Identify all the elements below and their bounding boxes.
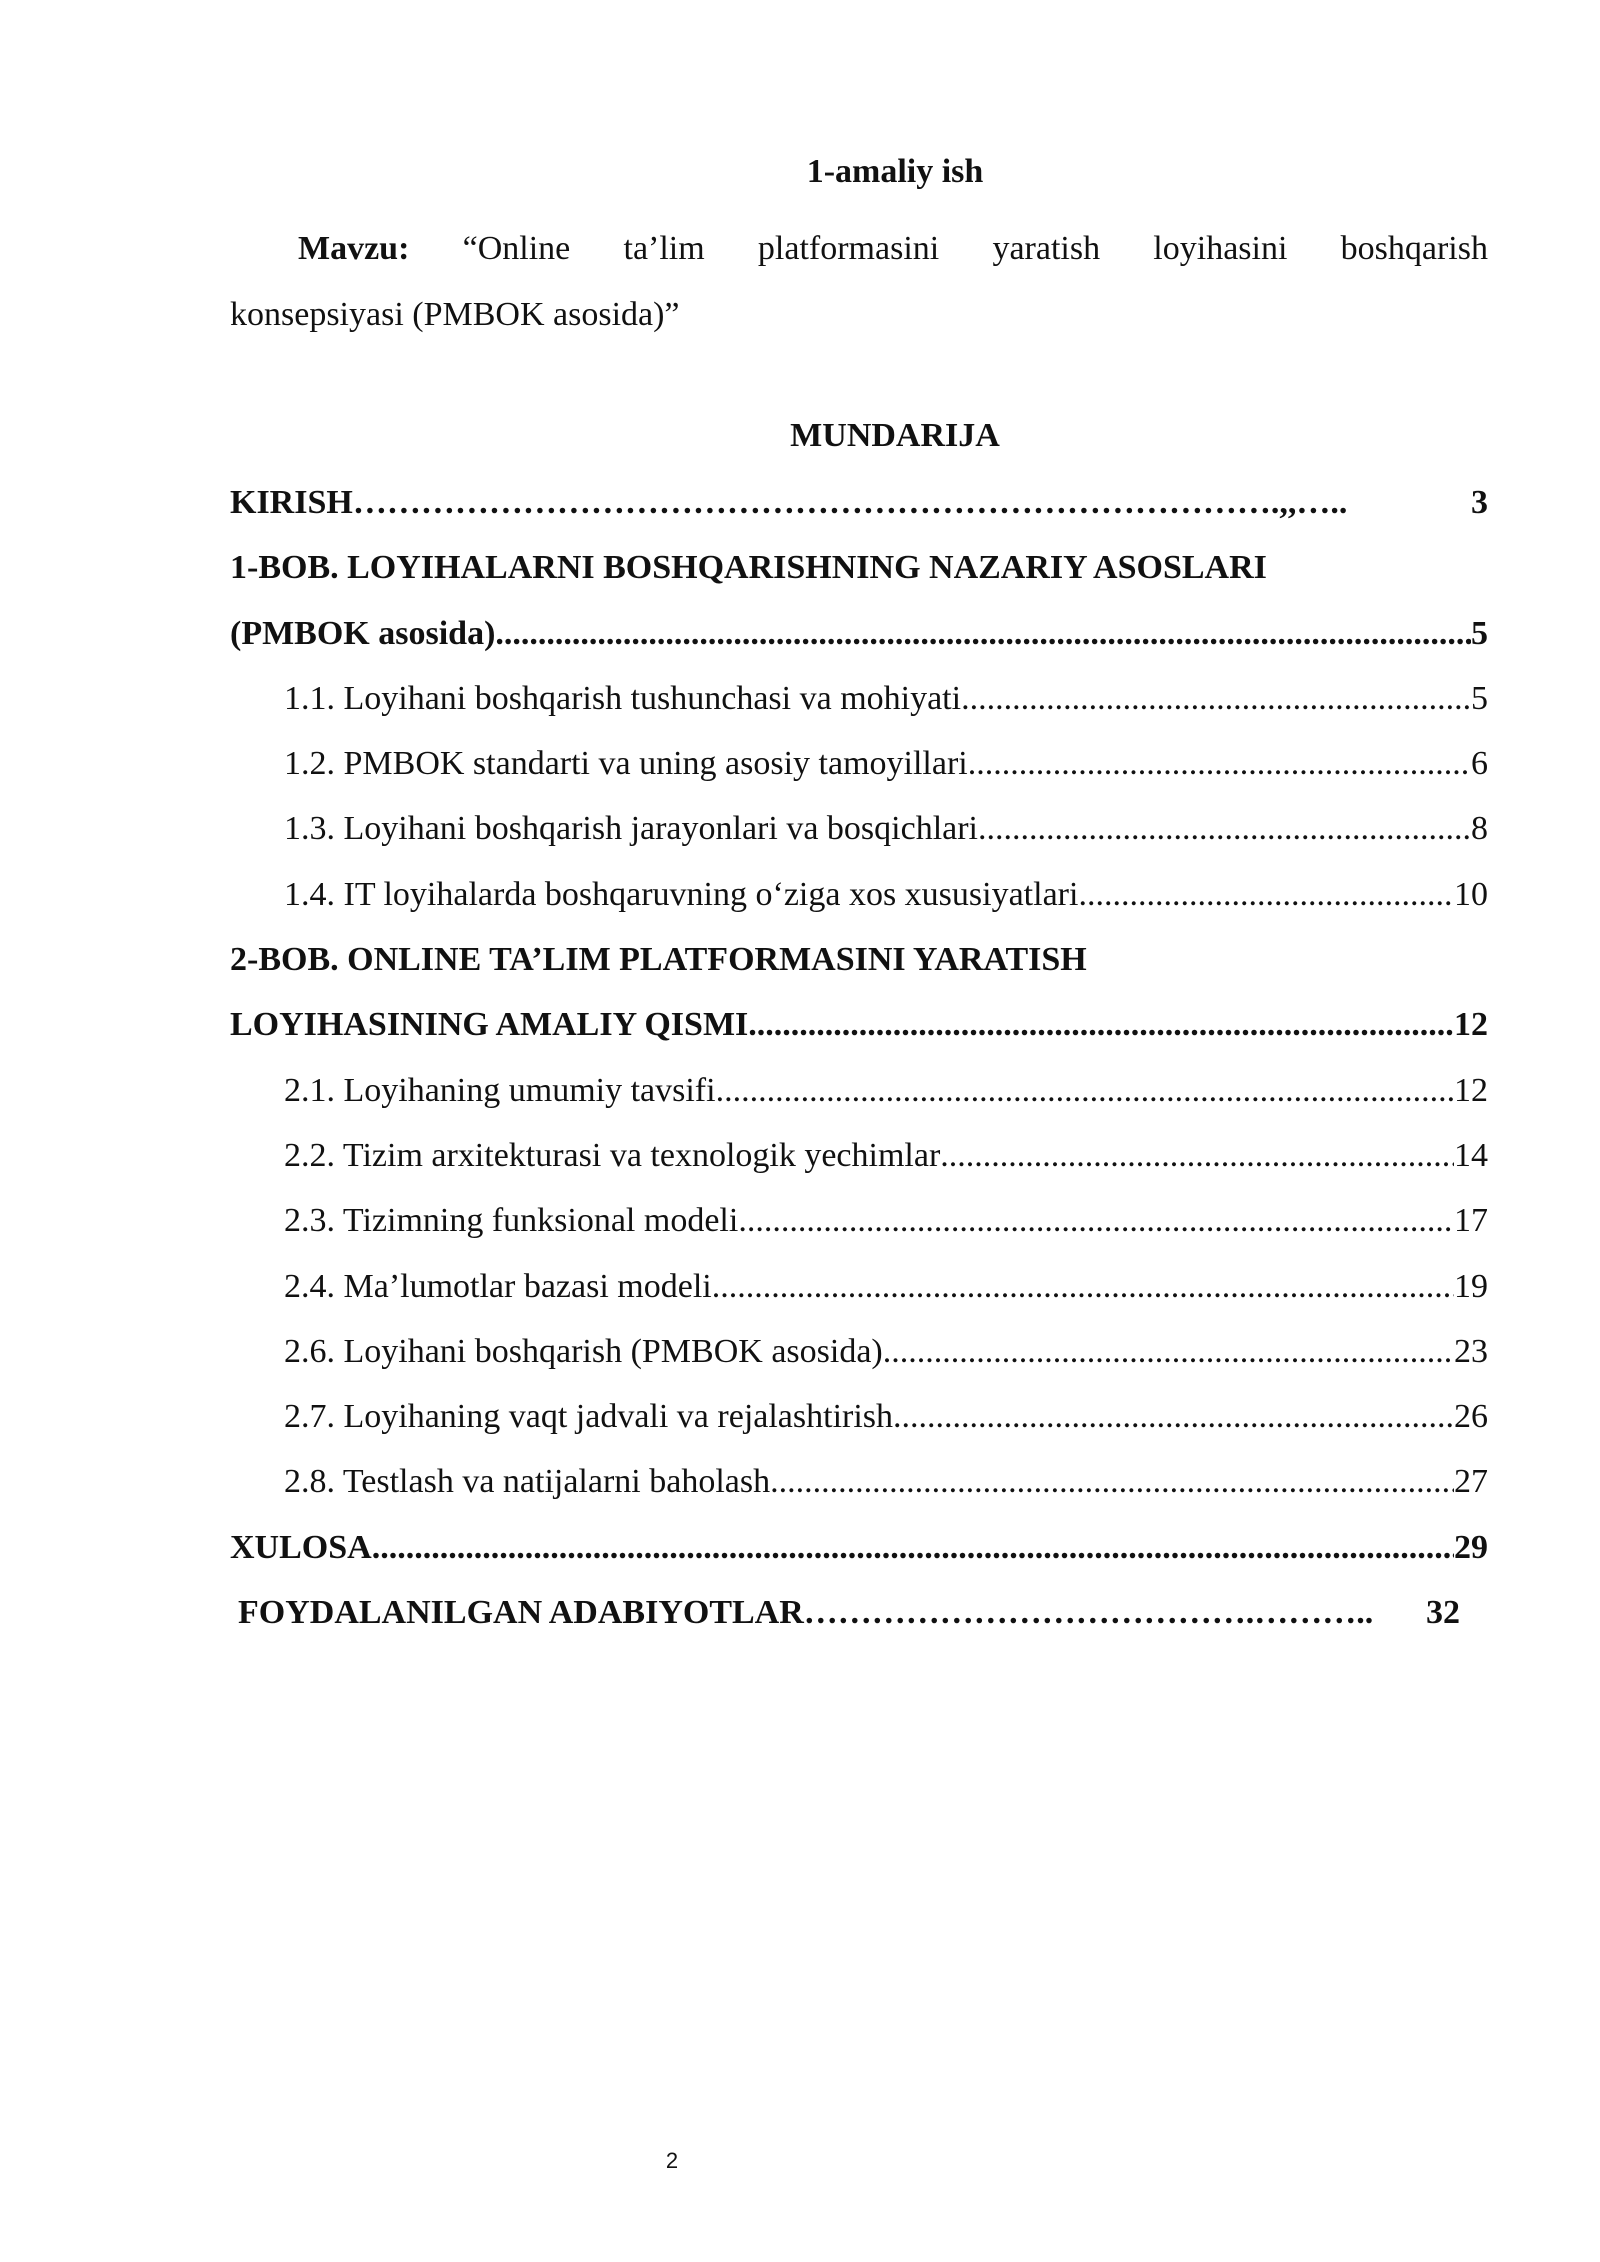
toc-entry-text: 2.4. Ma’lumotlar bazasi modeli [284,1267,712,1305]
toc-leader-dots [738,1188,1454,1253]
toc-leader-dots [495,601,1471,666]
toc-entry-intro[interactable] [230,470,1488,535]
toc-entry-section-2-7[interactable] [230,1384,1488,1449]
document-title: 1-amaliy ish [806,153,984,190]
toc-leader-dots [978,796,1471,861]
toc-entry-page: 26 [1454,1398,1488,1436]
toc-leader-dots [712,1254,1454,1319]
toc-entry-page: 14 [1454,1136,1488,1174]
toc-leader-dots [716,1058,1454,1123]
toc-entry-text: 2.7. Loyihaning vaqt jadvali va rejalashtirish [284,1398,894,1436]
topic-word: platformasini [757,230,940,267]
toc-entry-text: 1.4. IT loyihalarda boshqaruvning o‘ziga xos xususiyatlari [284,875,1079,913]
toc-entry-text: 2.2. Tizim arxitekturasi va texnologik yechimlar [284,1136,941,1174]
toc-leader-dots [748,992,1454,1057]
toc-leader-dots [770,1449,1454,1514]
toc-entry-page: 17 [1454,1202,1488,1240]
page-number: 2 [665,2148,679,2173]
topic-line-2: konsepsiyasi (PMBOK asosida)” [230,296,680,333]
toc-entry-text: 1.2. PMBOK standarti va uning asosiy tamoyillari [284,745,968,783]
topic-line-1 [230,216,1488,282]
toc-entry-text: FOYDALANILGAN ADABIYOTLAR………………………………….……….. [238,1594,1374,1632]
toc-entry-text: 2.1. Loyihaning umumiy tavsifi [284,1071,716,1109]
toc-entry-section-2-1[interactable] [230,1058,1488,1123]
toc-entry-section-2-8[interactable] [230,1449,1488,1514]
toc-entry-text: 1.1. Loyihani boshqarish tushunchasi va mohiyati [284,679,962,717]
topic-label: Mavzu: [298,230,410,267]
toc-entry-references[interactable] [230,1580,1460,1645]
topic-word: loyihasini [1153,230,1288,267]
toc-entry-section-1-1[interactable] [230,666,1488,731]
toc-entry-text: KIRISH……………………………………………………………………….,,….. [230,484,1348,521]
toc-entry-text: 2.6. Loyihani boshqarish (PMBOK asosida) [284,1332,883,1370]
toc-entry-text: (PMBOK asosida) [230,614,496,652]
toc-entry-page: 12 [1454,1071,1488,1109]
toc-entry-chapter-1[interactable] [230,535,1488,600]
toc-entry-page: 8 [1471,810,1488,848]
topic-word: “Online [462,230,571,267]
toc-leader-dots [1078,862,1454,927]
toc-entry-page: 10 [1454,875,1488,913]
topic-word: ta’lim [623,230,705,267]
table-of-contents [230,470,1488,1645]
toc-entry-page: 5 [1471,614,1488,652]
toc-entry-page: 32 [1426,1594,1460,1632]
toc-entry-chapter-1-cont[interactable] [230,601,1488,666]
toc-entry-text: 2.3. Tizimning funksional modeli [284,1202,739,1240]
toc-entry-section-1-4[interactable] [230,862,1488,927]
toc-entry-section-2-4[interactable] [230,1254,1488,1319]
toc-entry-page: 6 [1471,745,1488,783]
toc-entry-conclusion[interactable] [230,1515,1488,1580]
topic-paragraph [230,216,1488,348]
toc-leader-dots [968,731,1471,796]
topic-word: boshqarish [1340,230,1488,267]
toc-entry-section-2-2[interactable] [230,1123,1488,1188]
toc-entry-section-1-3[interactable] [230,796,1488,861]
toc-entry-text: XULOSA [230,1528,372,1566]
toc-entry-section-2-3[interactable] [230,1188,1488,1253]
toc-leader-dots [940,1123,1454,1188]
toc-entry-text: 1.3. Loyihani boshqarish jarayonlari va bosqichlari [284,810,978,848]
toc-entry-text: LOYIHASINING AMALIY QISMI [230,1006,749,1044]
toc-entry-page: 23 [1454,1332,1488,1370]
toc-entry-page: 29 [1454,1528,1488,1566]
toc-leader-dots [961,666,1471,731]
topic-word: yaratish [992,230,1101,267]
toc-entry-text: 2-BOB. ONLINE TA’LIM PLATFORMASINI YARATISH [230,941,1087,979]
toc-leader-dots [893,1384,1454,1449]
toc-entry-chapter-2-cont[interactable] [230,992,1488,1057]
toc-entry-page: 12 [1454,1006,1488,1044]
toc-entry-page: 19 [1454,1267,1488,1305]
toc-heading: MUNDARIJA [790,417,1000,454]
toc-entry-page: 5 [1471,679,1488,717]
toc-entry-text: 2.8. Testlash va natijalarni baholash [284,1463,771,1501]
toc-entry-text: 1-BOB. LOYIHALARNI BOSHQARISHNING NAZARIY ASOSLARI [230,549,1267,587]
toc-leader-dots [883,1319,1454,1384]
toc-leader-dots [372,1515,1454,1580]
toc-entry-section-1-2[interactable] [230,731,1488,796]
toc-entry-page: 3 [1471,484,1488,521]
toc-entry-page: 27 [1454,1463,1488,1501]
toc-entry-section-2-6[interactable] [230,1319,1488,1384]
toc-entry-chapter-2[interactable] [230,927,1488,992]
